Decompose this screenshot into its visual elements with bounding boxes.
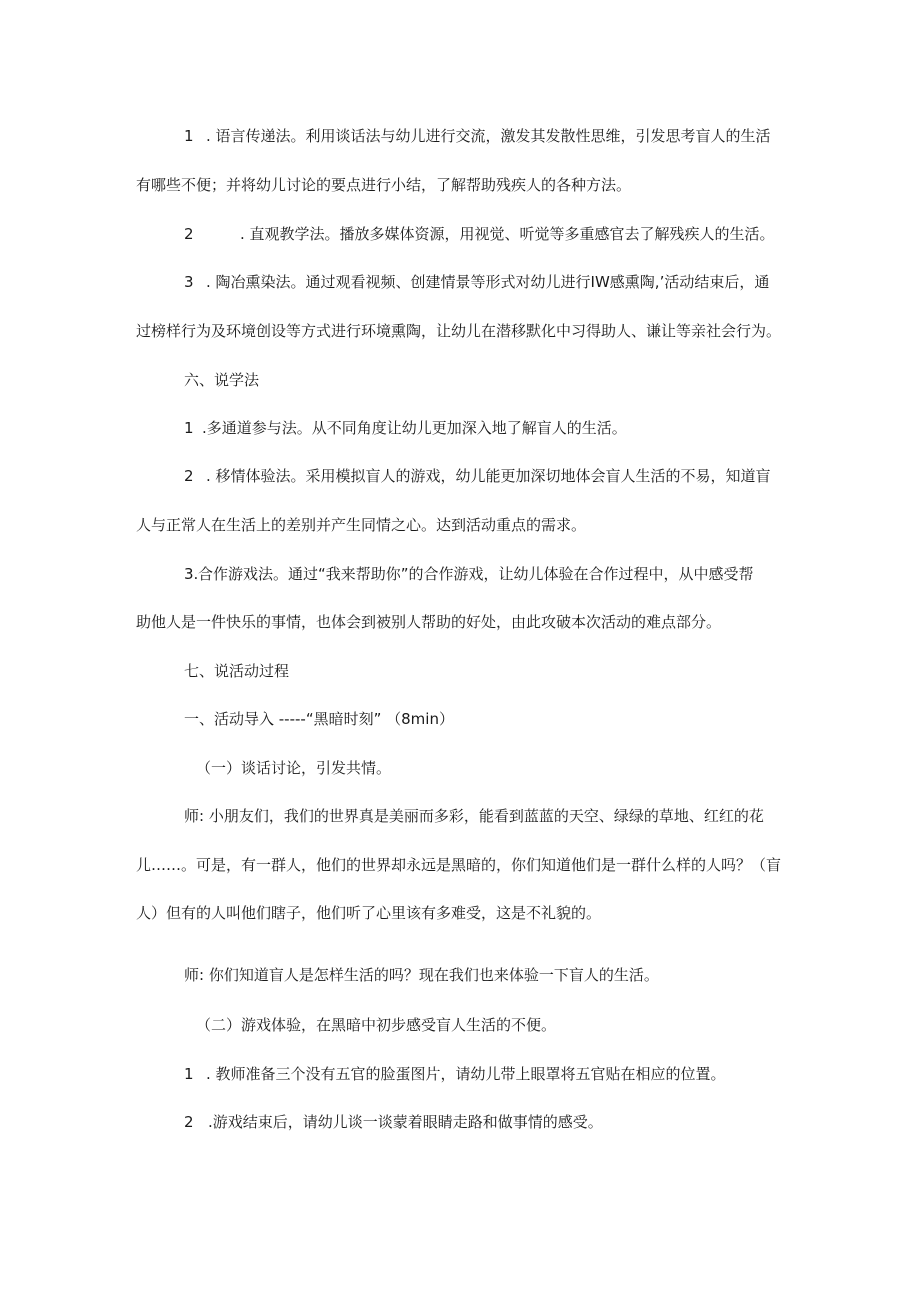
method-3-text: . 陶冶熏染法。通过观看视频、创建情景等形式对幼儿进行IW感熏陶,’活动结束后，通 [206,273,770,291]
sub-2-heading: （二）游戏体验，在黑暗中初步感受盲人生活的不便。 [196,1016,557,1034]
learning-2-text: . 移情体验法。采用模拟盲人的游戏，幼儿能更加深切地体会盲人生活的不易，知道盲 [206,467,771,485]
learning-1-text: .多通道参与法。从不同角度让幼儿更加深入地了解盲人的生活。 [202,419,627,437]
section-6-heading: 六、说学法 [184,371,260,389]
method-2-number: 2 [184,225,194,243]
teacher-1-line-2: 儿……。可是，有一群人，他们的世界却永远是黑暗的，你们知道他们是一群什么样的人吗？（盲 [136,856,782,874]
learning-2-line-2: 人与正常人在生活上的差别并产生同情之心。达到活动重点的需求。 [136,516,587,534]
game-step-1 [184,1064,726,1084]
teacher-1-line-1: 师: 小朋友们，我们的世界真是美丽而多彩，能看到蓝蓝的天空、绿绿的草地、红红的花 [184,807,764,825]
teacher-1-line-3: 人）但有的人叫他们瞎子，他们听了心里该有多难受，这是不礼貌的。 [136,904,602,922]
method-1-text: . 语言传递法。利用谈话法与幼儿进行交流，激发其发散性思维，引发思考盲人的生活 [206,127,771,145]
method-3-number: 3 [184,273,194,291]
game-step-2 [184,1112,603,1132]
learning-1-line-1 [184,418,627,438]
learning-1-number: 1 [184,419,194,437]
learning-2-line-1 [184,466,771,486]
learning-3-line-2: 助他人是一件快乐的事情，也体会到被别人帮助的好处，由此攻破本次活动的难点部分。 [136,613,722,631]
part-1-heading: 一、活动导入 -----“黑暗时刻” （8min） [184,710,454,728]
method-1-line-2: 有哪些不便；并将幼儿讨论的要点进行小结，了解帮助残疾人的各种方法。 [136,176,632,194]
method-3-line-1 [184,272,769,292]
method-1-line-1 [184,126,771,146]
method-1-number: 1 [184,127,194,145]
method-3-line-2: 过榜样行为及环境创设等方式进行环境熏陶，让幼儿在潜移默化中习得助人、谦让等亲社会行为。 [136,322,782,340]
sub-1-heading: （一）谈话讨论，引发共情。 [196,759,392,777]
game-step-1-number: 1 [184,1065,194,1083]
learning-3-line-1 [184,564,754,584]
method-2-line-1 [184,224,775,244]
game-step-2-text: .游戏结束后，请幼儿谈一谈蒙着眼睛走路和做事情的感受。 [208,1113,603,1131]
method-2-text: . 直观教学法。播放多媒体资源，用视觉、听觉等多重感官去了解残疾人的生活。 [240,225,775,243]
section-7-heading: 七、说活动过程 [184,662,290,680]
teacher-2-line: 师: 你们知道盲人是怎样生活的吗？现在我们也来体验一下盲人的生活。 [184,966,659,984]
learning-2-number: 2 [184,467,194,485]
learning-3-text: 合作游戏法。通过“我来帮助你”的合作游戏，让幼儿体验在合作过程中，从中感受帮 [198,565,754,583]
game-step-2-number: 2 [184,1113,194,1131]
learning-3-number: 3. [184,565,199,583]
game-step-1-text: . 教师准备三个没有五官的脸蛋图片，请幼儿带上眼罩将五官贴在相应的位置。 [206,1065,726,1083]
